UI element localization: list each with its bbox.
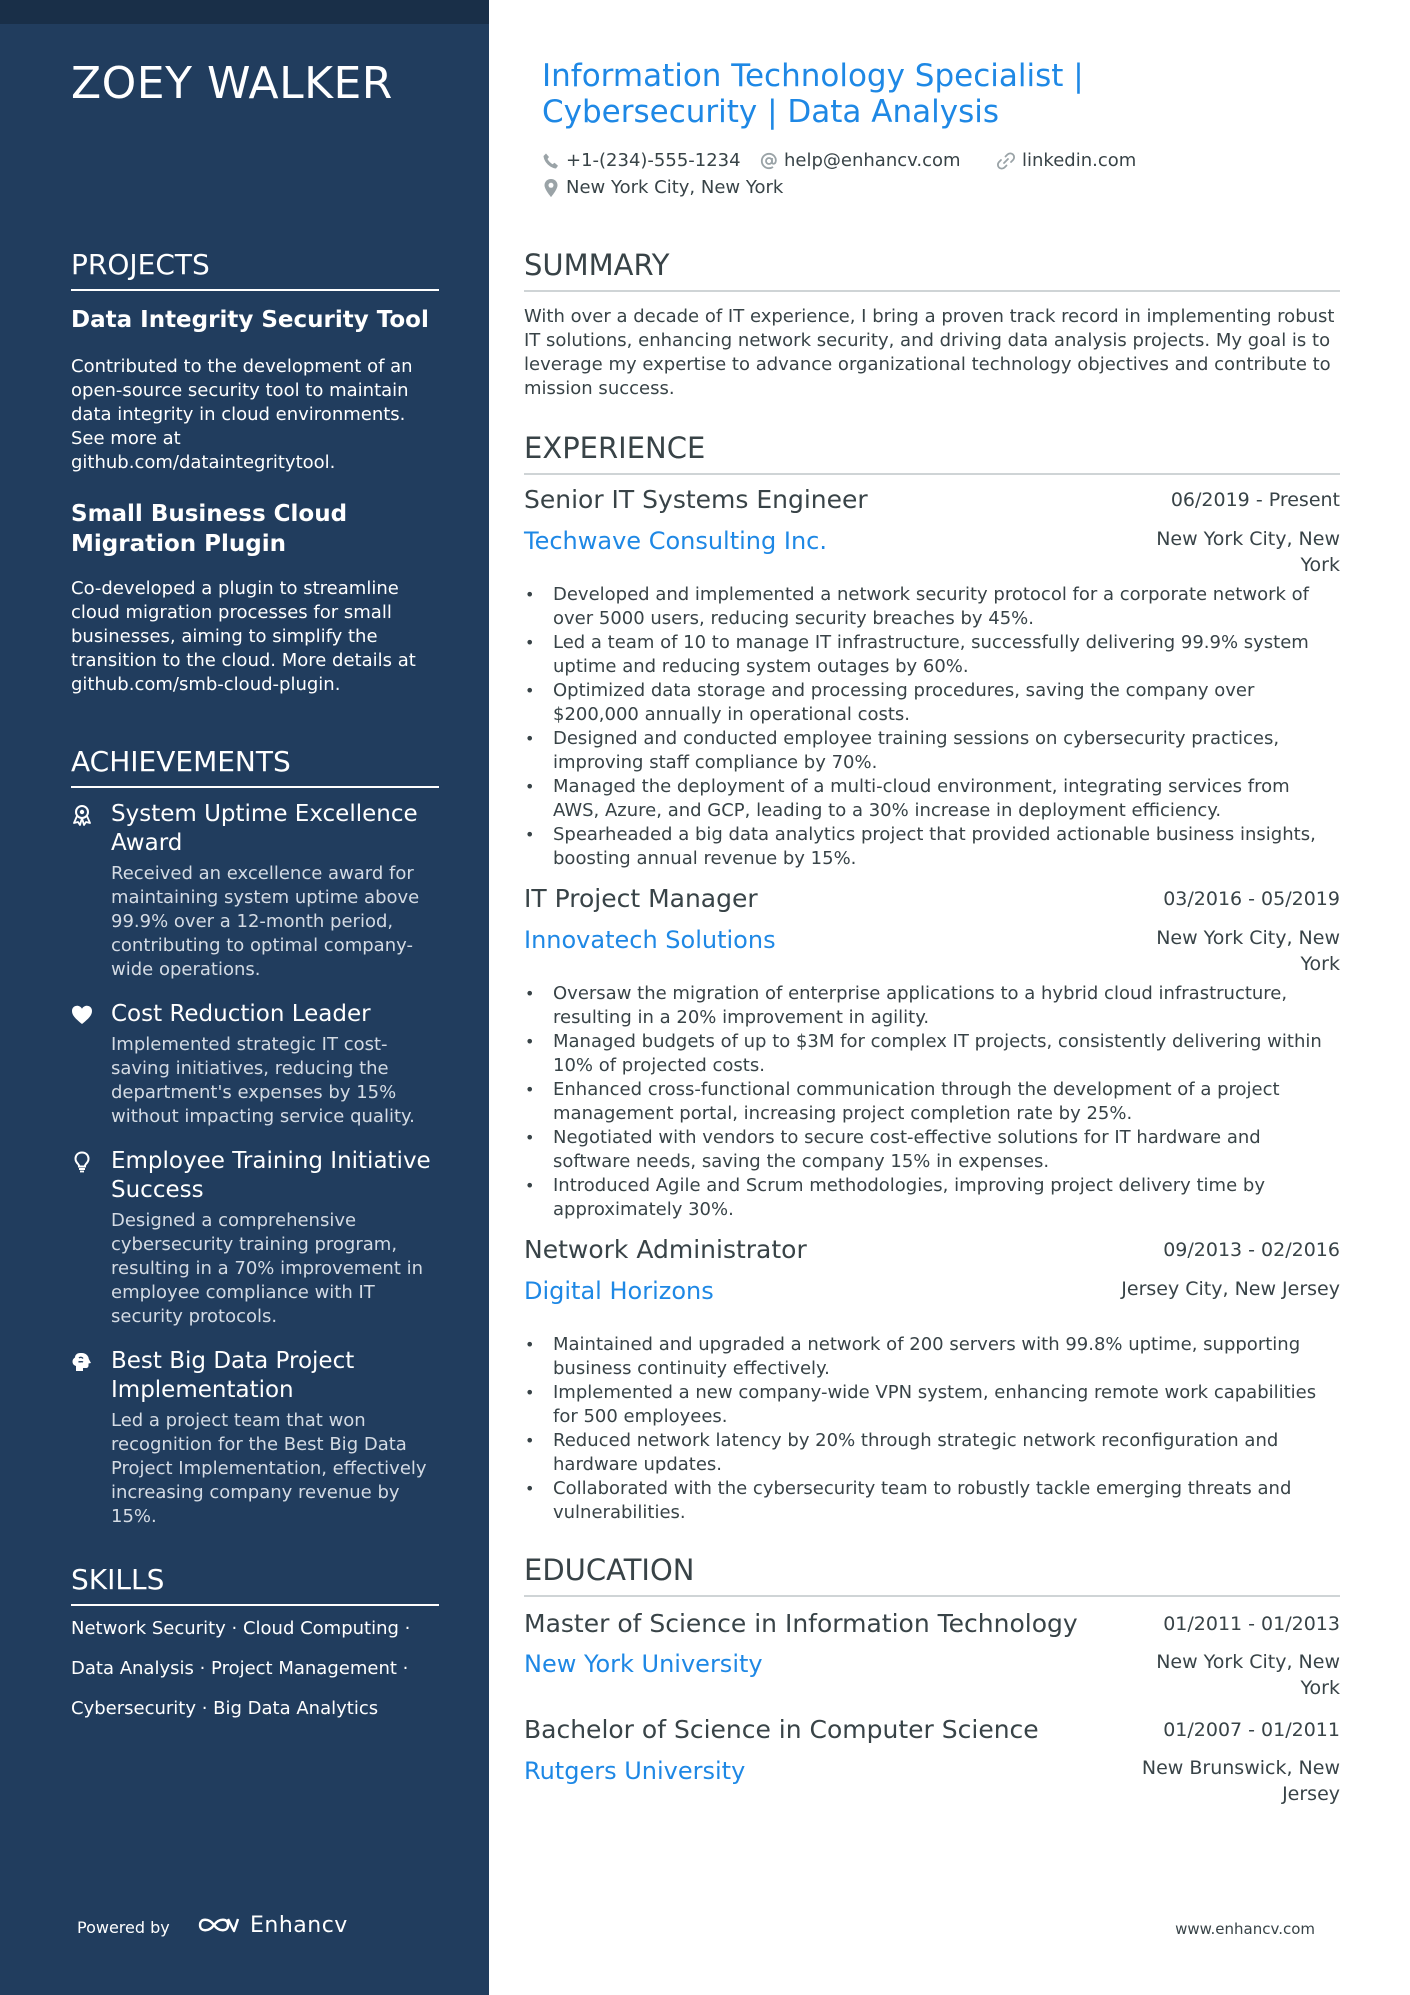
achievement-description: Designed a comprehensive cybersecurity training program, resulting in a 70% improvement in employee compliance with IT security protocols. [111,1210,424,1327]
summary-text: With over a decade of IT experience, I bring a proven track record in implementing robust IT solutions, enhancing network security, and driving data analysis projects. My goal is to leverage my expertise to advance organizational technology objectives and contribute to mission success. [524,306,1335,399]
brand-logo[interactable] [196,1910,348,1940]
contact-location [542,177,783,198]
projects-heading: PROJECTS [71,248,439,291]
degree-title: Master of Science in Information Technology [524,1609,1078,1638]
linkedin-text: linkedin.com [1022,150,1137,171]
summary-heading: SUMMARY [524,248,1340,292]
achievement-item [71,1000,439,1129]
footer-url[interactable]: www.enhancv.com [1175,1920,1315,1938]
project-description: Co-developed a plugin to streamline cloud migration processes for small businesses, aiming to simplify the transition to the cloud. More details at github.com/smb-cloud-plugin. [71,578,416,695]
candidate-name: ZOEY WALKER [71,58,393,109]
company-name[interactable]: Innovatech Solutions [524,926,776,954]
job-title: IT Project Manager [524,884,758,913]
degree-dates: 01/2011 - 01/2013 [1163,1613,1340,1635]
list-item: • Negotiated with vendors to secure cost-effective solutions for IT hardware and software needs, saving the company 15% in expenses. [524,1126,1340,1174]
skills-heading: SKILLS [71,1563,439,1606]
achievement-description: Led a project team that won recognition for the Best Big Data Project Implementation, effectively increasing company revenue by 15%. [111,1410,427,1527]
list-item: • Introduced Agile and Scrum methodologies, improving project delivery time by approximately 30%. [524,1174,1340,1222]
skills-line: Data Analysis · Project Management · [71,1658,409,1679]
achievement-description: Implemented strategic IT cost-saving initiatives, reducing the department's expenses by 15% without impacting service quality. [111,1034,415,1127]
enhancv-logo-icon [196,1913,240,1937]
project-title: Data Integrity Security Tool [71,307,429,333]
job-location: New York City, New York [1156,528,1340,576]
achievement-title: Best Big Data Project Implementation [111,1348,355,1403]
list-item: • Collaborated with the cybersecurity team to robustly tackle emerging threats and vulnerabilities. [524,1477,1340,1525]
school-location: New York City, New York [1156,1651,1340,1699]
achievements-section [71,745,439,1545]
list-item: • Spearheaded a big data analytics project that provided actionable business insights, boosting annual revenue by 15%. [524,823,1340,871]
list-item: • Designed and conducted employee training sessions on cybersecurity practices, improving staff compliance by 70%. [524,727,1340,775]
at-icon [760,152,778,170]
list-item: • Reduced network latency by 20% through strategic network reconfiguration and hardware updates. [524,1429,1340,1477]
achievement-item [71,1147,439,1329]
degree-title: Bachelor of Science in Computer Science [524,1715,1039,1744]
skills-line: Cybersecurity · Big Data Analytics [71,1698,379,1719]
list-item: • Maintained and upgraded a network of 200 servers with 99.8% uptime, supporting business continuity effectively. [524,1333,1340,1381]
school-location: New Brunswick, New Jersey [1141,1757,1340,1805]
job-dates: 09/2013 - 02/2016 [1163,1239,1340,1261]
contact-linkedin[interactable] [996,150,1136,171]
job-title: Senior IT Systems Engineer [524,485,868,514]
experience-heading: EXPERIENCE [524,431,1340,475]
project-description: Contributed to the development of an open-source security tool to maintain data integrity in cloud environments. See more at github.com/dataintegritytool. [71,356,413,473]
list-item: • Led a team of 10 to manage IT infrastructure, successfully delivering 99.9% system uptime and reducing system outages by 60%. [524,631,1340,679]
location-pin-icon [542,178,560,198]
achievement-title: Cost Reduction Leader [111,1001,371,1027]
school-name[interactable]: Rutgers University [524,1757,746,1785]
achievements-heading: ACHIEVEMENTS [71,745,439,788]
location-text: New York City, New York [566,177,784,198]
powered-by-label: Powered by [77,1918,170,1937]
job-bullets [524,583,1340,871]
phone-text: +1-(234)-555-1234 [566,150,741,171]
skills-section [71,1563,439,1723]
achievement-description: Received an excellence award for maintaining system uptime above 99.9% over a 12-month period, contributing to optimal company-wide operations. [111,863,420,980]
phone-icon [542,152,560,170]
main-content [524,0,1340,1995]
achievement-title: Employee Training Initiative Success [111,1148,431,1203]
heart-icon [71,1004,93,1026]
list-item: • Implemented a new company-wide VPN system, enhancing remote work capabilities for 500 employees. [524,1381,1340,1429]
list-item: • Managed the deployment of a multi-cloud environment, integrating services from AWS, Azure, and GCP, leading to a 30% increase in deployment efficiency. [524,775,1340,823]
list-item: • Oversaw the migration of enterprise applications to a hybrid cloud infrastructure, resulting in a 20% improvement in agility. [524,982,1340,1030]
award-icon [71,804,93,826]
contact-phone[interactable] [542,150,741,171]
sidebar-top-bar [0,0,489,24]
job-dates: 03/2016 - 05/2019 [1163,888,1340,910]
project-item [71,305,439,475]
company-name[interactable]: Digital Horizons [524,1277,714,1305]
achievement-item [71,1347,439,1529]
degree-dates: 01/2007 - 01/2011 [1163,1719,1340,1741]
project-title: Small Business Cloud Migration Plugin [71,501,348,557]
headline: Information Technology Specialist | Cybersecurity | Data Analysis [542,58,1084,130]
job-dates: 06/2019 - Present [1170,489,1340,511]
list-item: • Developed and implemented a network security protocol for a corporate network of over 5000 users, reducing security breaches by 45%. [524,583,1340,631]
job-location: Jersey City, New Jersey [1121,1278,1340,1300]
contact-email[interactable] [760,150,961,171]
project-item [71,499,439,697]
job-title: Network Administrator [524,1235,807,1264]
list-item: • Managed budgets of up to $3M for complex IT projects, consistently delivering within 10% of projected costs. [524,1030,1340,1078]
skills-line: Network Security · Cloud Computing · [71,1618,411,1639]
achievement-item [71,800,439,982]
achievement-title: System Uptime Excellence Award [111,801,418,856]
link-icon [996,152,1016,170]
projects-section [71,248,439,697]
sidebar [0,0,489,1995]
list-item: • Enhanced cross-functional communication through the development of a project management portal, increasing project completion rate by 25%. [524,1078,1340,1126]
list-item: • Optimized data storage and processing procedures, saving the company over $200,000 annually in operational costs. [524,679,1340,727]
education-heading: EDUCATION [524,1553,1340,1597]
brand-name: Enhancv [250,1912,348,1938]
school-name[interactable]: New York University [524,1650,763,1678]
company-name[interactable]: Techwave Consulting Inc. [524,527,827,555]
job-bullets [524,982,1340,1222]
lightbulb-icon [71,1151,93,1173]
brain-icon [71,1351,93,1373]
job-bullets [524,1333,1340,1525]
email-text: help@enhancv.com [784,150,961,171]
job-location: New York City, New York [1156,927,1340,975]
